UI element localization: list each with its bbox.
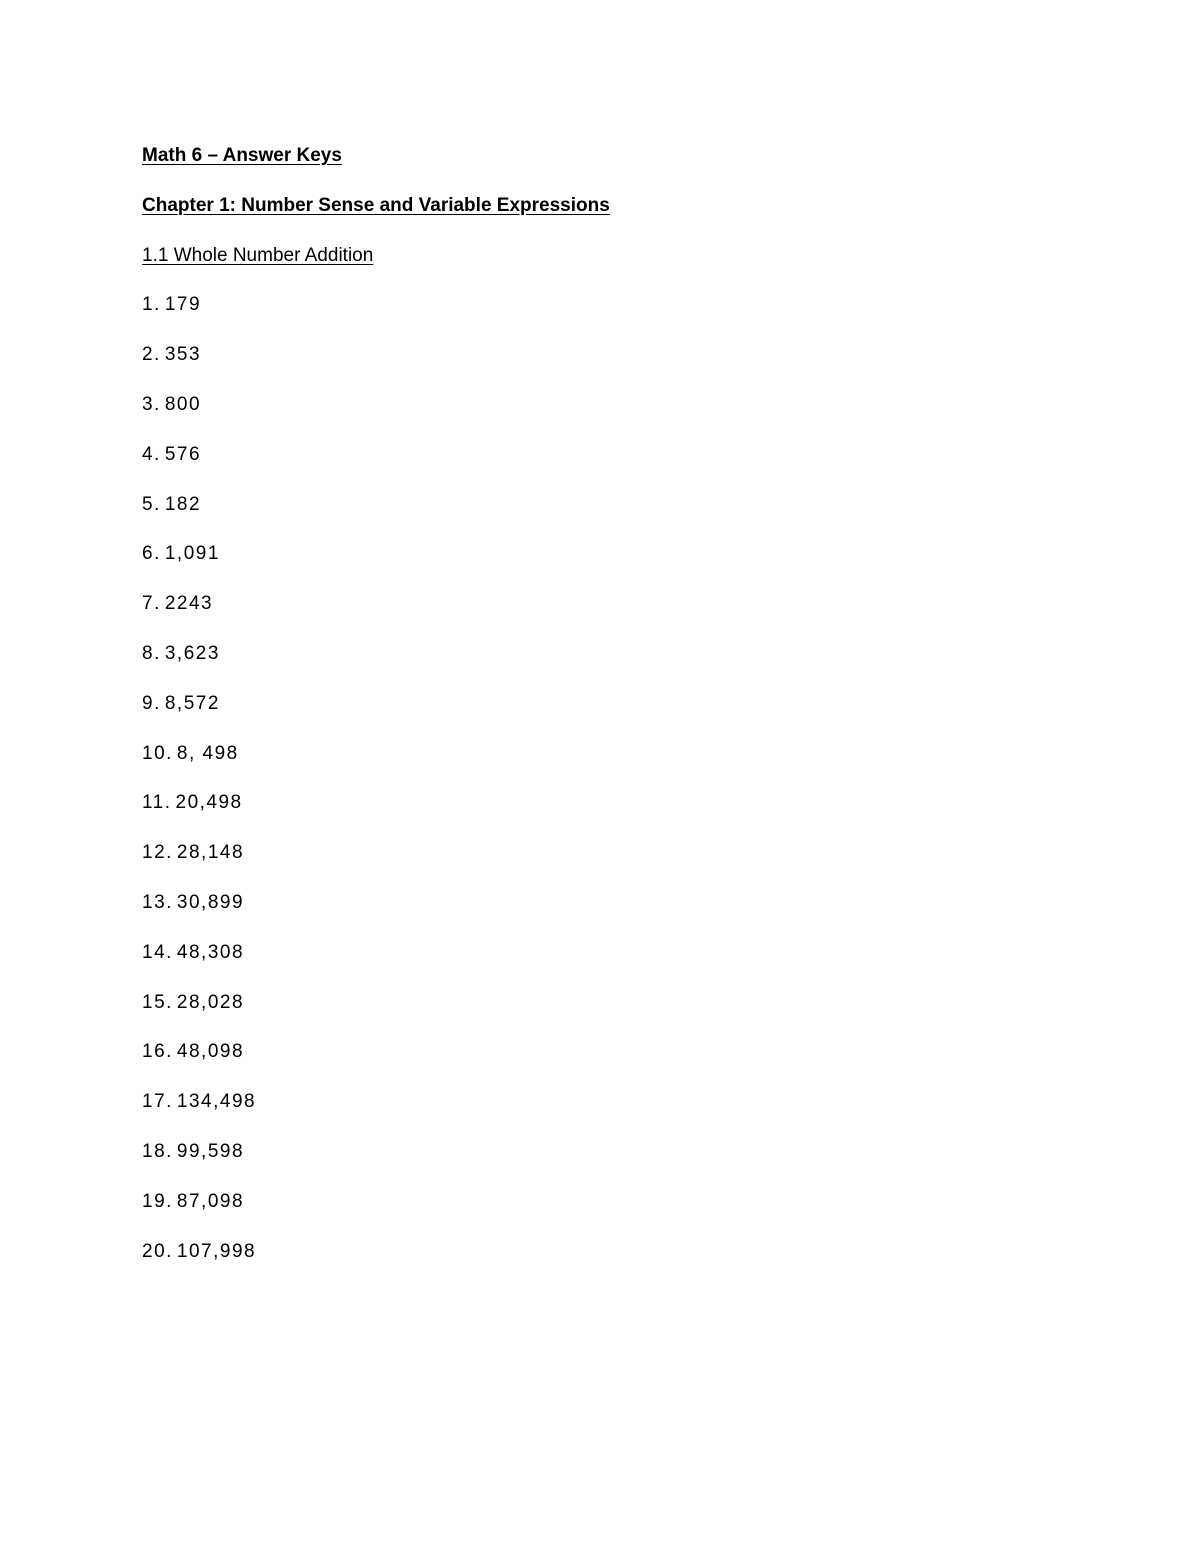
answer-item bbox=[142, 738, 1042, 788]
answer-number: 15. bbox=[142, 991, 173, 1013]
answer-item bbox=[142, 837, 1042, 887]
answer-number: 9. bbox=[142, 692, 161, 714]
answer-item bbox=[142, 439, 1042, 489]
answer-item bbox=[142, 1236, 1042, 1286]
answer-item bbox=[142, 389, 1042, 439]
answer-number: 7. bbox=[142, 593, 161, 615]
section-title: 1.1 Whole Number Addition bbox=[142, 244, 374, 266]
answer-value: 1,091 bbox=[164, 543, 220, 565]
answer-value: 87,098 bbox=[176, 1190, 245, 1212]
answer-value: 48,098 bbox=[176, 1041, 245, 1063]
answer-item bbox=[142, 289, 1042, 339]
answer-value: 800 bbox=[164, 393, 202, 415]
answer-item bbox=[142, 987, 1042, 1037]
answer-value: 107,998 bbox=[176, 1240, 257, 1262]
answer-value: 353 bbox=[164, 344, 202, 366]
answer-value: 28,028 bbox=[176, 991, 245, 1013]
answer-value: 8, 498 bbox=[176, 742, 239, 764]
answer-number: 16. bbox=[142, 1041, 173, 1063]
answer-number: 10. bbox=[142, 742, 173, 764]
answer-value: 182 bbox=[164, 493, 202, 515]
chapter-title: Chapter 1: Number Sense and Variable Expressions bbox=[142, 194, 610, 216]
answer-value: 99,598 bbox=[176, 1140, 245, 1162]
answer-number: 18. bbox=[142, 1140, 173, 1162]
answer-value: 8,572 bbox=[164, 692, 220, 714]
document-content bbox=[142, 140, 1042, 1285]
answer-number: 19. bbox=[142, 1190, 173, 1212]
answer-item bbox=[142, 1186, 1042, 1236]
answer-item bbox=[142, 588, 1042, 638]
answer-number: 3. bbox=[142, 393, 161, 415]
answer-number: 13. bbox=[142, 891, 173, 913]
answer-number: 11. bbox=[142, 792, 172, 814]
answer-value: 179 bbox=[164, 294, 202, 316]
answer-number: 8. bbox=[142, 642, 161, 664]
answer-value: 28,148 bbox=[176, 842, 245, 864]
answer-item bbox=[142, 339, 1042, 389]
answer-item bbox=[142, 1036, 1042, 1086]
answer-value: 30,899 bbox=[176, 891, 245, 913]
answer-item bbox=[142, 1086, 1042, 1136]
answer-value: 3,623 bbox=[164, 642, 220, 664]
answer-item bbox=[142, 538, 1042, 588]
answer-item bbox=[142, 887, 1042, 937]
answer-number: 20. bbox=[142, 1240, 173, 1262]
answer-number: 6. bbox=[142, 543, 161, 565]
answer-number: 17. bbox=[142, 1091, 173, 1113]
answer-number: 5. bbox=[142, 493, 161, 515]
answer-value: 2243 bbox=[164, 593, 214, 615]
answer-item bbox=[142, 688, 1042, 738]
answer-item bbox=[142, 787, 1042, 837]
answer-number: 12. bbox=[142, 842, 173, 864]
document-title: Math 6 – Answer Keys bbox=[142, 145, 342, 166]
answer-value: 576 bbox=[164, 443, 202, 465]
answer-number: 4. bbox=[142, 443, 161, 465]
answer-item bbox=[142, 937, 1042, 987]
answer-number: 14. bbox=[142, 941, 173, 963]
answer-list bbox=[142, 289, 1042, 1285]
answer-value: 48,308 bbox=[176, 941, 245, 963]
answer-number: 1. bbox=[142, 294, 161, 316]
answer-item bbox=[142, 1136, 1042, 1186]
answer-number: 2. bbox=[142, 344, 161, 366]
answer-item bbox=[142, 489, 1042, 539]
answer-value: 134,498 bbox=[176, 1091, 257, 1113]
answer-item bbox=[142, 638, 1042, 688]
answer-value: 20,498 bbox=[175, 792, 243, 814]
